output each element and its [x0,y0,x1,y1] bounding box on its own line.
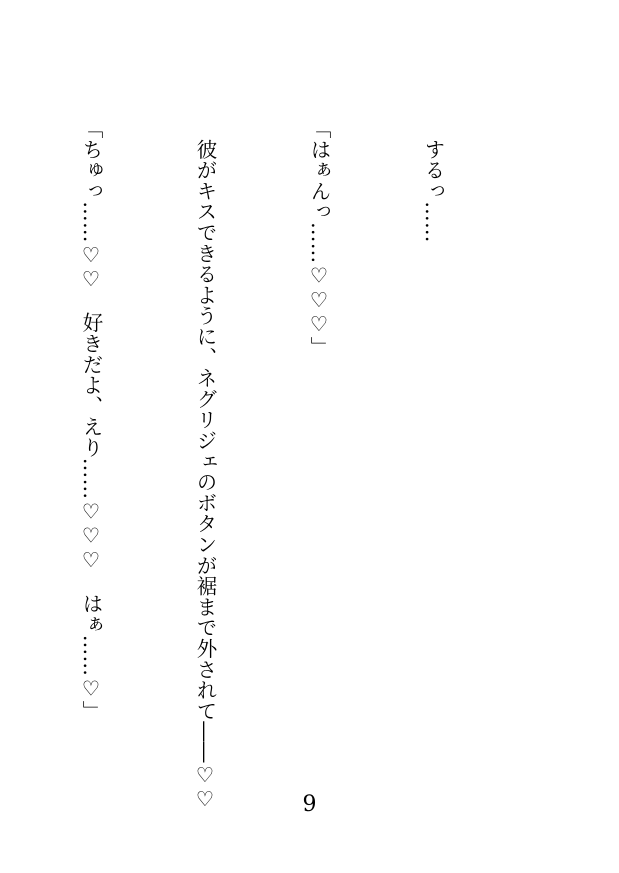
text-line: 「ちゅっ……♡♡ 好きだよ、えり……♡♡♡ はぁ……♡」 [79,118,103,722]
vertical-text-body [79,118,528,812]
text-line: 「はぁんっ……♡♡♡」 [307,118,331,358]
page-number: 9 [302,792,317,817]
text-line: 彼がキスできるように、ネグリジェのボタンが裾まで外されて――♡♡ [193,118,217,812]
text-line: するっ…… [421,118,445,243]
